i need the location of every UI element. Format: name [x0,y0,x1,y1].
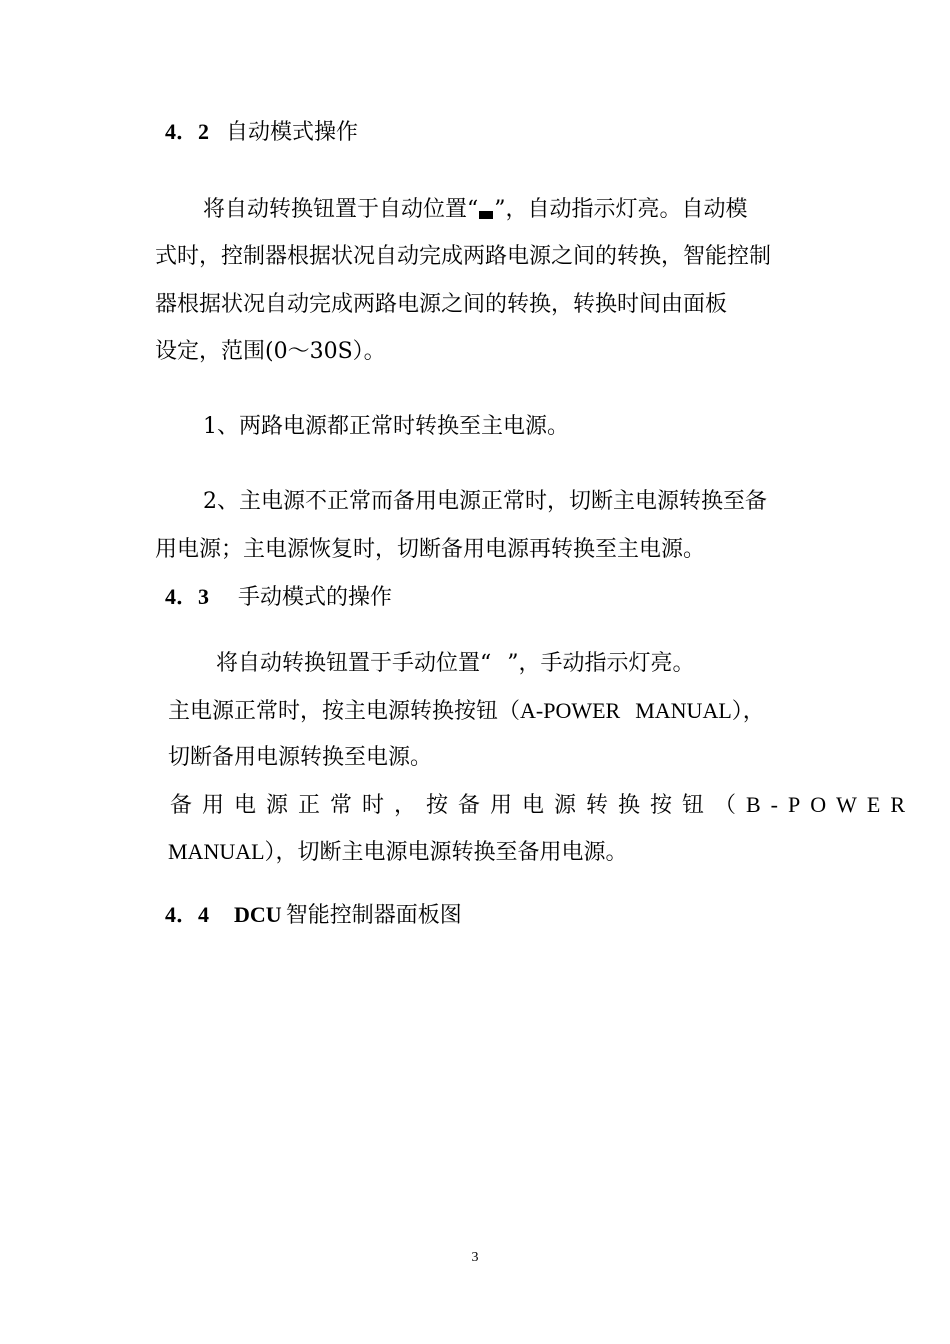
s43-paragraph-1 [216,650,695,678]
s42-paragraph-line-4: 设定，范围(0～30S）。 [155,339,386,364]
section-4-4-title-dcu: DCU [234,902,282,927]
s43-paragraph-2-line-1: 主电源正常时，按主电源转换按钮（A-POWER MANUAL）， [168,698,765,723]
s42-paragraph-line-1 [203,196,748,224]
s42-paragraph-line-3: 器根据状况自动完成两路电源之间的转换，转换时间由面板 [155,292,728,317]
section-4-2-heading [165,118,358,147]
section-4-3-title: 手动模式的操作 [238,585,393,610]
section-4-4-heading [165,901,462,930]
s42-p1-line1-part-b: ”，自动指示灯亮。自动模 [494,197,748,222]
section-4-2-number: 4．2 [165,119,210,144]
s42-list-item-1: 1、两路电源都正常时转换至主电源。 [203,414,569,439]
s42-p1-line1-part-a: 将自动转换钮置于自动位置“ [203,197,479,222]
page-number: 3 [471,1250,479,1265]
section-4-2-title: 自动模式操作 [226,120,359,145]
s43-p1-part-a: 将自动转换钮置于手动位置“ [216,651,492,676]
section-4-3-number: 4．3 [165,584,210,609]
section-4-3-heading [165,583,392,612]
s43-paragraph-2-line-2: 切断备用电源转换至电源。 [168,745,433,770]
auto-position-symbol-icon [479,211,493,219]
s42-list-item-2-line-2: 用电源；主电源恢复时，切断备用电源再转换至主电源。 [155,537,706,562]
s43-paragraph-3-line-1: 备用电源正常时，按备用电源转换按钮（B-POWER [170,792,916,817]
s43-p1-part-b: ”，手动指示灯亮。 [507,651,695,676]
s42-paragraph-line-2: 式时，控制器根据状况自动完成两路电源之间的转换，智能控制 [155,244,772,269]
section-4-4-number: 4．4 [165,902,210,927]
s43-paragraph-3-line-2: MANUAL），切断主电源电源转换至备用电源。 [168,839,628,864]
section-4-4-title: 智能控制器面板图 [285,903,462,928]
s42-list-item-2-line-1: 2、主电源不正常而备用电源正常时，切断主电源转换至备 [203,489,767,514]
